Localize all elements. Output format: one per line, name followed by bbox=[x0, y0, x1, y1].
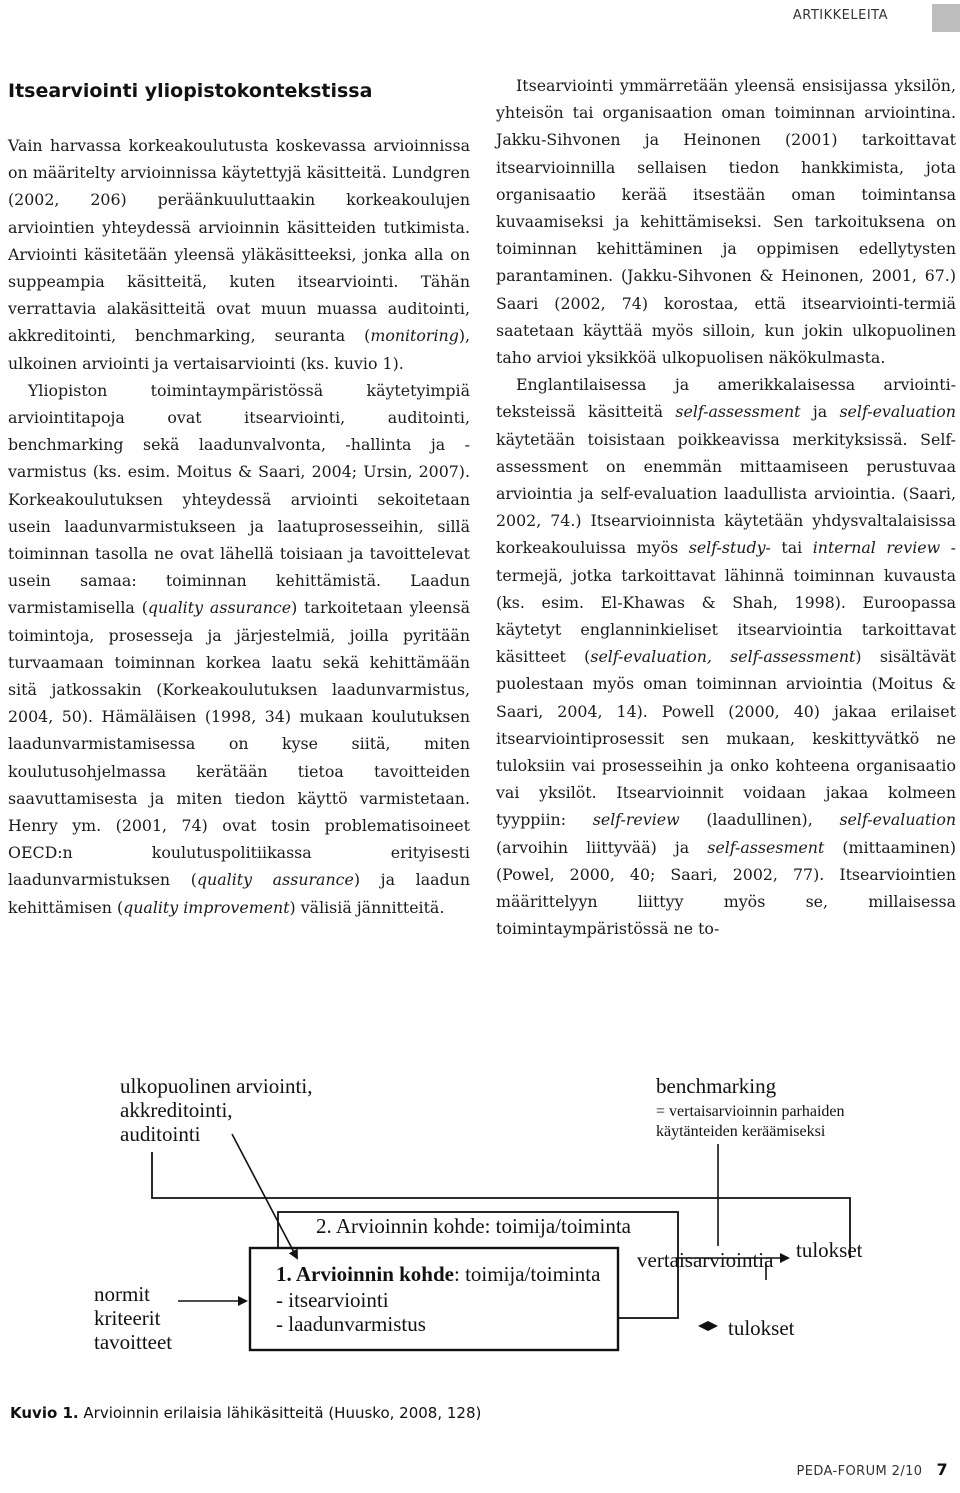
paragraph bbox=[8, 377, 470, 921]
italic-term: quality assurance bbox=[196, 870, 354, 890]
figure-diagram bbox=[0, 1068, 960, 1398]
paragraph bbox=[496, 371, 956, 942]
italic-term: internal review bbox=[812, 538, 941, 558]
norms-label: normit kriteerit tavoitteet bbox=[94, 1282, 173, 1354]
italic-term: self-study- bbox=[688, 538, 771, 558]
italic-term: monitoring bbox=[370, 326, 459, 346]
page-number: 7 bbox=[936, 1460, 948, 1479]
bracket-line bbox=[152, 1152, 850, 1258]
text-run: Vain harvassa korkeakoulutusta koskevassa arvioinnissa on määritelty arvioinnissa käytettyjä käsitteitä. Lundgren (2002, 206) peräänkuuluttaakin korkeakoulujen arviointien yhteydessä arvioinnin käsitteiden tutkimista. Arviointi käsitetään yleensä yläkäsitteeksi, jonka alla on suppeampia käsitteitä, kuten itsearviointi. Tähän verrattavia alakäsitteitä ovat muun muassa auditointi, akkreditointi, benchmarking, seuranta ( bbox=[8, 136, 470, 346]
paragraph bbox=[8, 132, 470, 377]
peer-review-label: vertaisarviointia bbox=[637, 1248, 774, 1272]
text-run: käytetään toisistaan poikkeavissa merkityksissä. Self-assessment on enemmän mittaamiseen perustuvaa arviointia ja self-evaluation laadullista arviointia. (Saari, 2002, 74.) Itsearvioinnista käytetään yhdysvaltalaisissa korkeakouluissa myös bbox=[496, 429, 956, 558]
paragraph bbox=[496, 72, 956, 371]
italic-term: self-evaluation bbox=[839, 402, 956, 422]
page-footer bbox=[797, 1460, 948, 1479]
text-run: ) tarkoitetaan yleensä toimintoja, prosesseja ja järjestelmiä, joilla pyritään turvaamaan toiminnan korkea laatu sekä kehittämään sitä jatkossakin (Korkeakoulutuksen laadunvarmistus, 2004, 50). Hämäläisen (1998, 34) mukaan koulutuksen laadunvarmistamisessa on kyse siitä, miten koulutusohjelmassa kerätään tietoa tavoitteiden saavuttamisesta ja miten tiedon käyttö varmistetaan. Henry ym. (2001, 74) ovat tosin problematisoineet OECD:n koulutuspolitiikassa erityisesti laadunvarmistuksen ( bbox=[8, 598, 470, 890]
left-column-body bbox=[8, 132, 470, 921]
text-run: ) sisältävät puolestaan myös oman toiminnan arviointia (Moitus & Saari, 2004, 14). Powell (2000, 40) jakaa erilaiset itsearviointiprosessit sen mukaan, keskittyvätkö ne tuloksiin vai prosesseihin ja onko kohteena organisaatio vai yksilöt. Itsearvioinnit voidaan jakaa kolmeen tyyppiin: bbox=[496, 647, 957, 830]
box-1-title-bold: 1. Arvioinnin kohde bbox=[276, 1262, 454, 1286]
text-run: -termejä, jotka tarkoittavat lähinnä toiminnan kuvausta (ks. esim. El-Khawas & Shah, 1998). Euroopassa käytetyt englanninkieliset itsearviointia tarkoittavat käsitteet ( bbox=[496, 538, 957, 667]
box-1-title-rest: : toimija/toiminta bbox=[453, 1262, 601, 1286]
text-run: ) välisiä jännitteitä. bbox=[289, 897, 445, 917]
italic-term: self-evaluation, self-assessment bbox=[590, 647, 856, 667]
caption-text: Arvioinnin erilaisia lähikäsitteitä (Huusko, 2008, 128) bbox=[78, 1404, 482, 1422]
box-1-title bbox=[276, 1262, 600, 1286]
italic-term: self-review bbox=[592, 810, 680, 830]
right-column bbox=[496, 72, 956, 943]
text-run: (laadullinen), bbox=[679, 810, 840, 830]
header-marker bbox=[932, 4, 960, 32]
text-run: Englantilaisessa ja amerikkalaisessa arviointiteksteissä käsitteitä bbox=[496, 375, 956, 422]
external-arrow bbox=[232, 1134, 297, 1258]
text-run: Itsearviointi ymmärretään yleensä ensisijassa yksilön, yhteisön tai organisaation oman toiminnan arviointina. Jakku-Sihvonen ja Heinonen (2001) tarkoittavat itsearvioinnilla sellaisen tiedon hankkimista, jota organisaatio kerää itsestään oman toimintansa kuvaamiseksi ja kehittämiseksi. Sen tarkoituksena on toiminnan kehittäminen ja oppimisen edellytysten parantaminen. (Jakku-Sihvonen & Heinonen, 2001, 67.) Saari (2002, 74) korostaa, että itsearviointi-termiä saatetaan käyttää myös silloin, kun jokin ulkopuolinen taho arvioi yksikköä ulkopuolisen näkökulmasta. bbox=[496, 76, 956, 368]
text-run: tai bbox=[770, 538, 813, 558]
figure-caption bbox=[10, 1404, 481, 1422]
italic-term: quality improvement bbox=[123, 897, 290, 917]
section-heading: Itsearviointi yliopistokontekstissa bbox=[8, 80, 373, 102]
results-bottom-label: tulokset bbox=[728, 1316, 795, 1340]
left-column bbox=[8, 72, 470, 921]
italic-term: self-assessment bbox=[675, 402, 801, 422]
italic-term: self-assesment bbox=[707, 837, 825, 857]
results-top-label: tulokset bbox=[796, 1238, 863, 1262]
text-run: ja bbox=[800, 402, 840, 422]
box-2-title: 2. Arvioinnin kohde: toimija/toiminta bbox=[316, 1214, 631, 1238]
italic-term: self-evaluation bbox=[839, 810, 957, 830]
external-evaluation-label: ulkopuolinen arviointi, akkreditointi, auditointi bbox=[120, 1074, 313, 1146]
caption-label: Kuvio 1. bbox=[10, 1404, 79, 1422]
box-1-items: - itsearviointi - laadunvarmistus bbox=[276, 1288, 426, 1336]
text-run: ) ja laadun kehittämisen ( bbox=[8, 870, 471, 917]
right-column-body bbox=[496, 72, 956, 943]
section-tag: ARTIKKELEITA bbox=[792, 8, 888, 23]
text-run: (arvoihin liittyvää) ja bbox=[496, 837, 708, 857]
benchmarking-title: benchmarking bbox=[656, 1074, 777, 1098]
italic-term: quality assurance bbox=[147, 598, 292, 618]
journal-name: PEDA-FORUM 2/10 bbox=[796, 1464, 923, 1479]
benchmarking-description: = vertaisarvioinnin parhaiden käytänteiden keräämiseksi bbox=[656, 1103, 845, 1140]
text-run: (mittaaminen) (Powel, 2000, 40; Saari, 2002, 77). Itsearviointien määrittelyyn liittyy myös se, millaisessa toimintaympäristössä ne to- bbox=[496, 837, 956, 939]
text-run: Yliopiston toimintaympäristössä käytetyimpiä arviointitapoja ovat itsearviointi, auditointi, benchmarking sekä laadunvalvonta, -hallinta ja -varmistus (ks. esim. Moitus & Saari, 2004; Ursin, 2007). Korkeakoulutuksen yhteydessä arviointi sekoitetaan usein laadunvarmistukseen ja laatuprosesseihin, sillä toiminnan tasolla ne ovat lähellä toisiaan ja tavoittelevat usein samaa: toiminnan kehittämistä. Laadun varmistamisella ( bbox=[8, 380, 470, 618]
text-run: ), ulkoinen arviointi ja vertaisarviointi (ks. kuvio 1). bbox=[8, 326, 470, 373]
